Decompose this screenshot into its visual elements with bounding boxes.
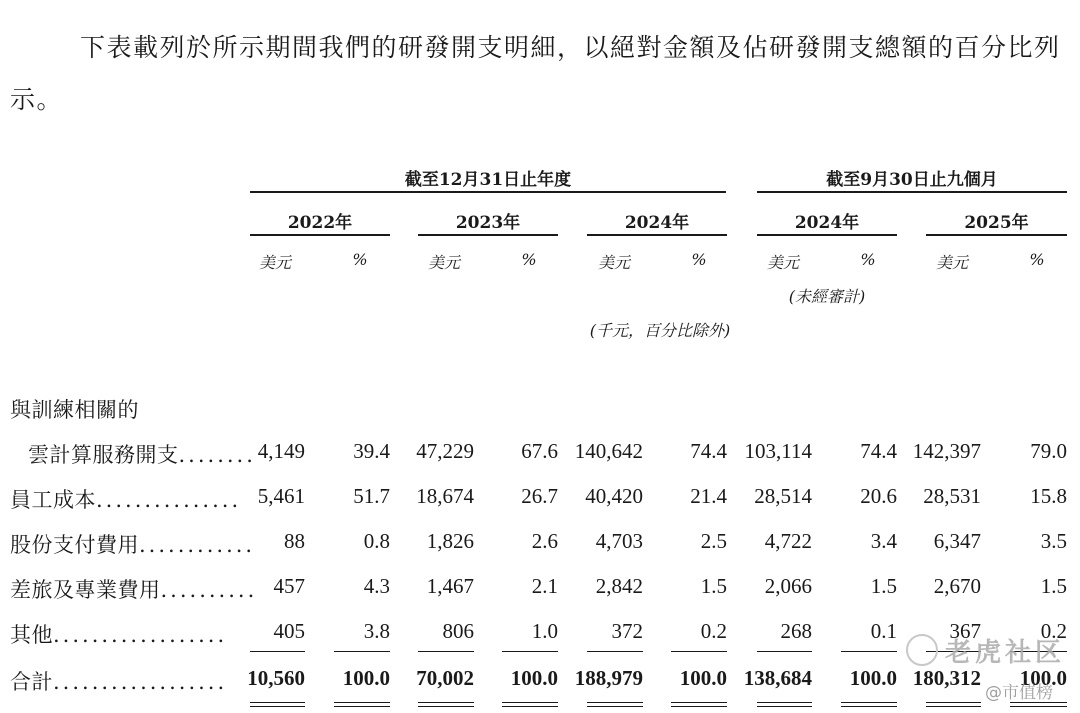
total-cell: 100.0 [679,666,727,690]
table-cell: 372 [611,619,643,643]
total-double-rule [587,702,643,703]
header-year-group-rule [250,191,726,193]
total-double-rule [757,706,812,707]
row-label-text: 員工成本 [10,488,96,512]
year-header-2023: 2023年 [455,213,521,233]
usd-header: 美元 [258,253,291,272]
table-cell: 1.5 [870,574,897,598]
table-cell: 2.5 [700,529,727,553]
table-cell: 405 [273,619,305,643]
unaudited-note: (未經審計) [788,287,866,306]
total-double-rule [671,706,727,707]
table-cell: 20.6 [860,484,897,508]
total-cell: 100.0 [849,666,897,690]
watermark-logo-icon [906,634,938,666]
table-cell: 2,842 [595,574,643,598]
total-cell: 180,312 [912,666,981,690]
table-cell: 142,397 [912,439,981,463]
total-leader-dots: .................. [53,670,228,694]
row-label-text: 股份支付費用 [10,533,139,557]
year-header-2024-nine: 2024年 [794,213,860,233]
table-cell: 268 [780,619,812,643]
watermark-handle: @市值榜 [985,683,1053,703]
total-double-rule [502,702,558,703]
table-cell: 1,467 [426,574,474,598]
table-cell: 5,461 [257,484,305,508]
total-double-rule [587,706,643,707]
table-cell: 39.4 [353,439,390,463]
table-cell: 28,531 [923,484,981,508]
table-cell: 4,149 [257,439,305,463]
usd-header: 美元 [597,253,630,272]
section-label: 與訓練相關的 [10,398,139,422]
row-leader-dots: ............... [96,488,242,512]
year-rule-2024-nine [757,234,897,236]
total-cell: 100.0 [342,666,390,690]
table-cell: 26.7 [521,484,558,508]
usd-header: 美元 [935,253,968,272]
table-cell: 88 [284,529,305,553]
year-header-2025: 2025年 [964,213,1029,233]
table-cell: 74.4 [690,439,727,463]
table-cell: 367 [949,619,981,643]
total-double-rule [250,706,305,707]
subtotal-rule [418,651,474,652]
table-cell: 1.0 [531,619,558,643]
subtotal-rule [587,651,643,652]
total-cell: 188,979 [574,666,643,690]
total-double-rule [502,706,558,707]
row-label-text: 其他 [10,623,53,647]
watermark-brand: 老虎社区 [945,638,1066,668]
subtotal-rule [841,651,897,652]
total-cell: 70,002 [416,666,474,690]
table-cell: 103,114 [744,439,812,463]
table-cell: 3.4 [870,529,897,553]
subtotal-rule [757,651,812,652]
total-double-rule [334,706,390,707]
table-cell: 79.0 [1030,439,1067,463]
pct-header: % [521,250,537,269]
table-cell: 0.2 [700,619,727,643]
pct-header: % [860,250,876,269]
table-cell: 0.1 [870,619,897,643]
subtotal-rule [250,651,305,652]
subtotal-rule [671,651,727,652]
year-rule-2025 [926,234,1067,236]
table-cell: 140,642 [574,439,643,463]
table-cell: 806 [442,619,474,643]
row-label-text: 差旅及專業費用 [10,578,161,602]
table-cell: 4,703 [595,529,643,553]
total-cell: 10,560 [247,666,305,690]
pct-header: % [691,250,707,269]
subtotal-rule [502,651,558,652]
table-cell: 18,674 [416,484,474,508]
table-cell: 2,066 [764,574,812,598]
total-double-rule [757,702,812,703]
table-cell: 6,347 [933,529,981,553]
row-leader-dots: ........ [178,443,256,467]
total-double-rule [418,702,474,703]
total-label-text: 合計 [10,670,53,694]
row-leader-dots: ............ [139,533,256,557]
table-cell: 67.6 [521,439,558,463]
table-cell: 4.3 [363,574,390,598]
table-cell: 21.4 [690,484,727,508]
row-leader-dots: .......... [160,578,258,602]
header-nine-month-group: 截至9月30日止九個月 [826,170,998,190]
table-cell: 4,722 [764,529,812,553]
header-year-group: 截至12月31日止年度 [404,170,572,190]
table-cell: 2,670 [933,574,981,598]
table-cell: 0.8 [363,529,390,553]
table-cell: 74.4 [860,439,897,463]
total-cell: 100.0 [510,666,558,690]
table-cell: 0.2 [1040,619,1067,643]
total-double-rule [841,706,897,707]
table-cell: 2.1 [531,574,558,598]
total-double-rule [926,706,981,707]
subtotal-rule [334,651,390,652]
usd-header: 美元 [427,253,460,272]
row-leader-dots: .................. [53,623,228,647]
total-double-rule [841,702,897,703]
table-cell: 3.5 [1040,529,1067,553]
pct-header: % [352,250,368,269]
total-double-rule [926,702,981,703]
table-cell: 3.8 [363,619,390,643]
unit-note: (千元，百分比除外) [589,321,731,340]
header-nine-month-group-rule [757,191,1067,193]
usd-header: 美元 [766,253,799,272]
total-double-rule [250,702,305,703]
table-cell: 1,826 [426,529,474,553]
year-rule-2024 [587,234,727,236]
total-cell: 138,684 [743,666,812,690]
total-double-rule [671,702,727,703]
year-rule-2022 [250,234,390,236]
total-double-rule [418,706,474,707]
year-header-2024: 2024年 [624,213,690,233]
table-cell: 2.6 [531,529,558,553]
row-label-text: 雲計算服務開支 [28,443,179,467]
table-cell: 1.5 [1040,574,1067,598]
table-cell: 47,229 [416,439,474,463]
table-cell: 457 [273,574,305,598]
total-cell: 100.0 [1019,666,1067,690]
table-cell: 15.8 [1030,484,1067,508]
table-cell: 51.7 [353,484,390,508]
total-double-rule [1010,706,1067,707]
year-rule-2023 [418,234,558,236]
table-cell: 1.5 [700,574,727,598]
intro-paragraph: 下表載列於所示期間我們的研發開支明細，以絕對金額及佔研發開支總額的百分比列示。 [10,33,1061,114]
year-header-2022: 2022年 [287,213,353,233]
total-double-rule [334,702,390,703]
table-cell: 40,420 [585,484,643,508]
pct-header: % [1029,250,1045,269]
table-cell: 28,514 [754,484,812,508]
